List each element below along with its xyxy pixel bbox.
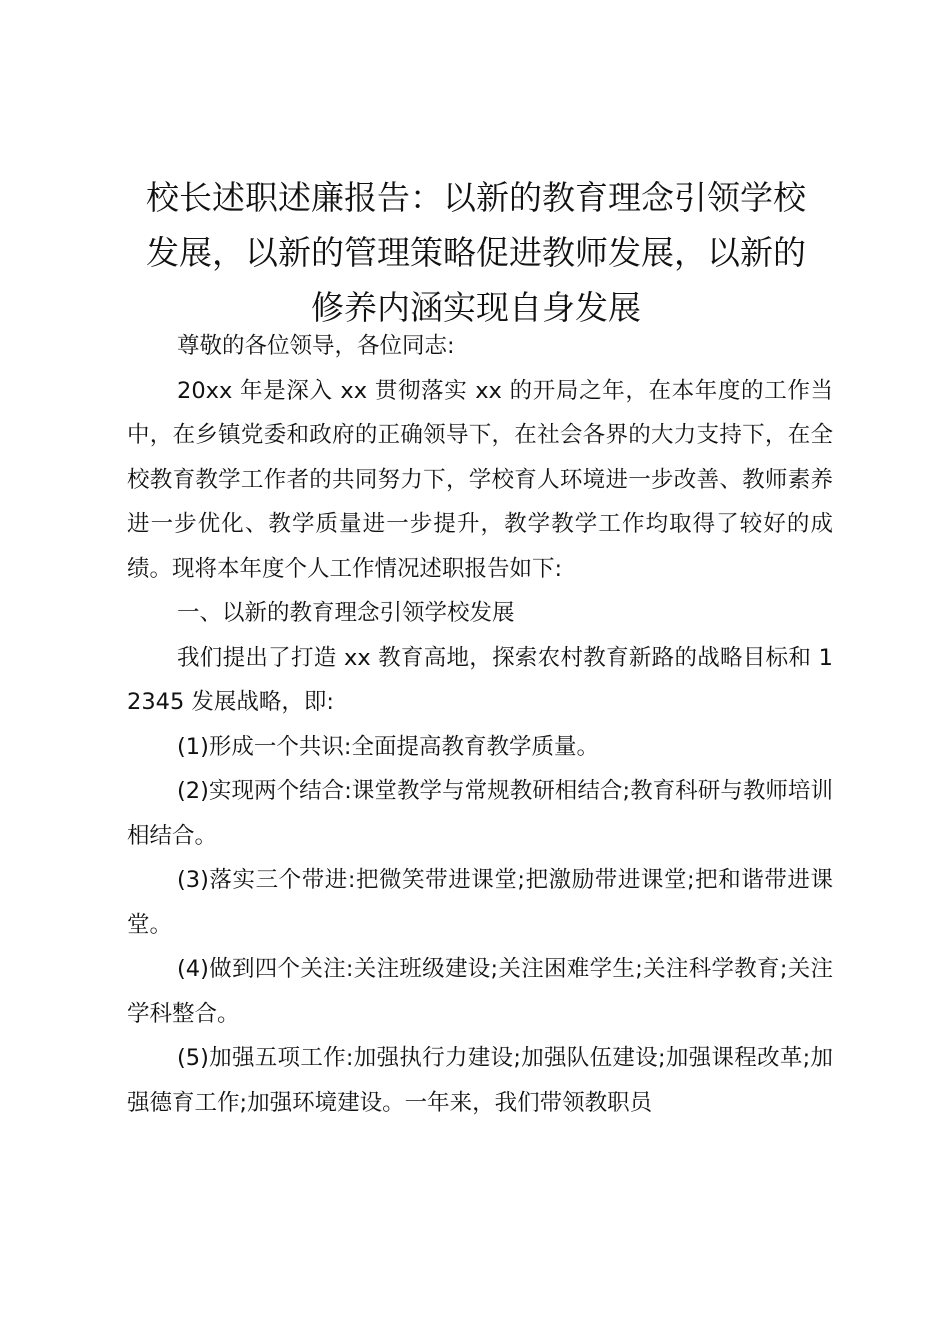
title-line-3: 修养内涵实现自身发展 [311, 288, 641, 327]
list-item-4: (4)做到四个关注:关注班级建设;关注困难学生;关注科学教育;关注学科整合。 [127, 956, 833, 1027]
document-title [118, 170, 834, 335]
strategy-paragraph: 我们提出了打造 xx 教育高地，探索农村教育新路的战略目标和 12345 发展战略，即: [127, 644, 833, 715]
list-item-2: (2)实现两个结合:课堂教学与常规教研相结合;教育科研与教师培训相结合。 [127, 778, 833, 849]
intro-paragraph: 20xx 年是深入 xx 贯彻落实 xx 的开局之年，在本年度的工作当中，在乡镇党委和政府的正确领导下，在社会各界的大力支持下，在全校教育教学工作者的共同努力下，学校育人环境进一步改善、教师素养进一步优化、教学质量进一步提升，教学教学工作均取得了较好的成绩。现将本年度个人工作情况述职报告如下: [127, 377, 833, 582]
list-item-1: (1)形成一个共识:全面提高教育教学质量。 [177, 733, 599, 760]
list-item-5: (5)加强五项工作:加强执行力建设;加强队伍建设;加强课程改革;加强德育工作;加强环境建设。一年来，我们带领教职员 [127, 1045, 833, 1116]
title-line-2: 发展，以新的管理策略促进教师发展，以新的 [146, 233, 806, 272]
document-body [127, 324, 833, 1125]
salutation: 尊敬的各位领导，各位同志: [177, 333, 455, 359]
list-item-3: (3)落实三个带进:把微笑带进课堂;把激励带进课堂;把和谐带进课堂。 [127, 867, 833, 938]
title-line-1: 校长述职述廉报告：以新的教育理念引领学校 [146, 178, 806, 217]
section-heading: 一、以新的教育理念引领学校发展 [177, 600, 515, 626]
